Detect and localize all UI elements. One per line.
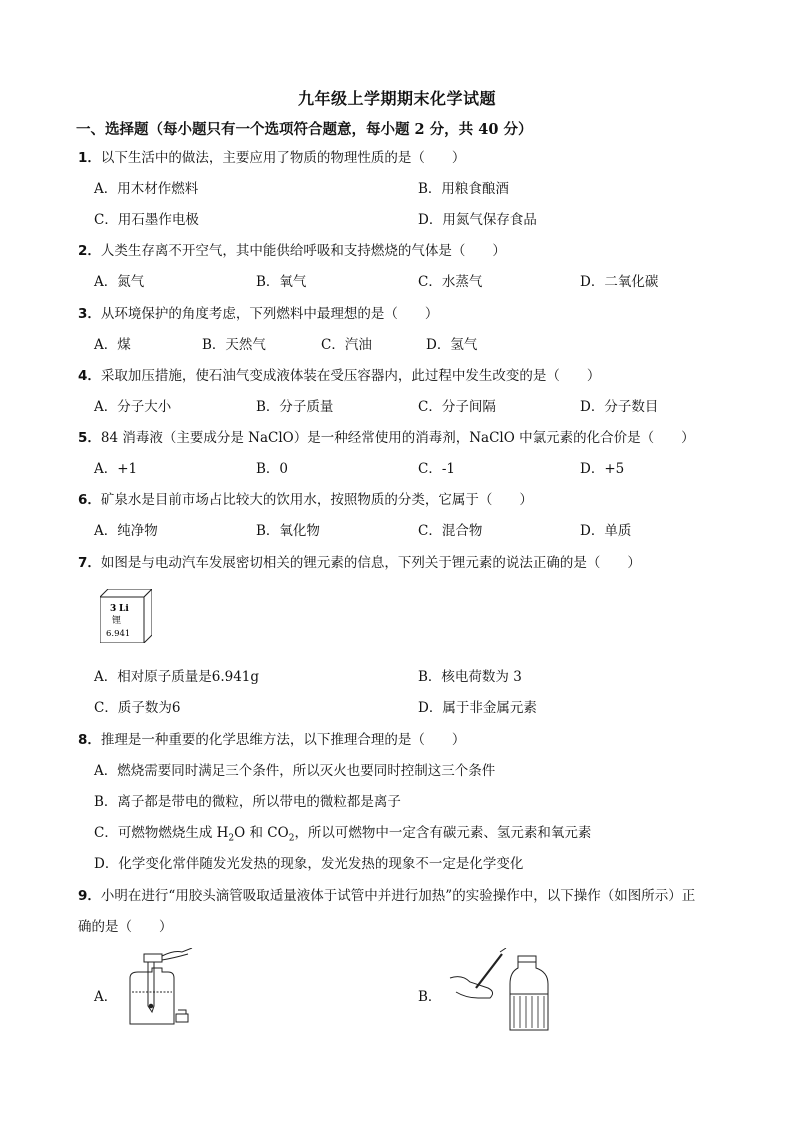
option-c-pre: C．可燃物燃烧生成 H: [94, 825, 229, 841]
question-2: [78, 239, 506, 259]
option-c: C．用石墨作电极: [94, 212, 199, 228]
question-9: [78, 884, 695, 904]
question-stem: 小明在进行“用胶头滴管吸取适量液体于试管中并进行加热”的实验操作中，以下操作（如图所示）正: [100, 888, 696, 904]
option-d: D．单质: [580, 523, 632, 539]
option-b: B．氧气: [256, 274, 307, 290]
option-d: D．二氧化碳: [580, 274, 659, 290]
option-d: D．分子数目: [580, 399, 659, 415]
option-b: B．离子都是带电的微粒，所以带电的微粒都是离子: [94, 794, 401, 810]
question-number: 7．: [78, 555, 101, 571]
option-c-mid: O 和 CO: [234, 825, 289, 841]
option-b: B．0: [256, 461, 289, 477]
dropper-and-bottle-figure: [448, 948, 560, 1032]
question-6: [78, 488, 533, 508]
option-a: A．煤: [94, 337, 131, 353]
subscript: 2: [288, 833, 295, 844]
option-c: C．汽油: [321, 337, 372, 353]
option-d: D．氢气: [426, 337, 478, 353]
question-number: 2．: [78, 243, 101, 259]
element-symbol: Li: [119, 604, 129, 614]
option-d: D．+5: [580, 461, 625, 477]
option-b: B．分子质量: [256, 399, 334, 415]
question-8: [78, 728, 465, 748]
option-c-post: ，所以可燃物中一定含有碳元素、氢元素和氧元素: [294, 825, 592, 841]
section-heading: 一、选择题（每小题只有一个选项符合题意，每小题 2 分，共 40 分）: [76, 121, 533, 138]
option-c: C．混合物: [418, 523, 483, 539]
page-title: 九年级上学期期末化学试题: [297, 89, 496, 108]
atomic-mass: 6.941: [106, 629, 131, 639]
option-a: A．: [94, 989, 118, 1005]
option-a: A．+1: [94, 461, 138, 477]
option-a: A．相对原子质量是6.941g: [94, 669, 260, 685]
option-c: [94, 821, 591, 844]
question-stem: 人类生存离不开空气，其中能供给呼吸和支持燃烧的气体是（ ）: [100, 243, 506, 259]
option-d: D．用氮气保存食品: [418, 212, 537, 228]
option-b: B．氧化物: [256, 523, 320, 539]
option-d: D．化学变化常伴随发光发热的现象，发光发热的现象不一定是化学变化: [94, 856, 524, 872]
question-4: [78, 364, 600, 384]
question-stem: 推理是一种重要的化学思维方法，以下推理合理的是（ ）: [100, 732, 466, 748]
question-stem: 以下生活中的做法，主要应用了物质的物理性质的是（ ）: [100, 150, 466, 166]
option-b: B．天然气: [202, 337, 266, 353]
question-number: 5．: [78, 430, 101, 446]
option-c: C．-1: [418, 461, 455, 477]
question-number: 6．: [78, 492, 101, 508]
lithium-element-figure: [100, 589, 152, 643]
question-stem: 如图是与电动汽车发展密切相关的锂元素的信息，下列关于锂元素的说法正确的是（ ）: [100, 555, 641, 571]
question-stem: 采取加压措施，使石油气变成液体装在受压容器内，此过程中发生改变的是（ ）: [100, 368, 601, 384]
option-b: B．用粮食酿酒: [418, 181, 509, 197]
question-number: 8．: [78, 732, 101, 748]
option-a: A．分子大小: [94, 399, 172, 415]
question-number: 9．: [78, 888, 101, 904]
question-stem: 84 消毒液（主要成分是 NaClO）是一种经常使用的消毒剂，NaClO 中氯元素的化合价是（ ）: [100, 430, 695, 446]
question-7: [78, 551, 641, 571]
atomic-number: 3: [110, 604, 117, 614]
option-a: A．纯净物: [94, 523, 158, 539]
question-stem: 矿泉水是目前市场占比较大的饮用水，按照物质的分类，它属于（ ）: [100, 492, 533, 508]
question-3: [78, 302, 438, 322]
option-c: C．质子数为6: [94, 700, 181, 716]
question-number: 1．: [78, 150, 101, 166]
option-c: C．分子间隔: [418, 399, 496, 415]
option-d: D．属于非金属元素: [418, 700, 537, 716]
question-9-cont: 确的是（ ）: [78, 919, 173, 935]
question-number: 4．: [78, 368, 101, 384]
option-b: B．核电荷数为 3: [418, 669, 522, 685]
subscript: 2: [228, 833, 235, 844]
option-a: A．氮气: [94, 274, 145, 290]
element-name: 锂: [112, 616, 122, 626]
question-5: [78, 426, 695, 446]
option-a: A．燃烧需要同时满足三个条件，所以灭火也要同时控制这三个条件: [94, 763, 496, 779]
question-stem: 从环境保护的角度考虑，下列燃料中最理想的是（ ）: [100, 306, 439, 322]
dropper-in-bottle-figure: [118, 948, 196, 1030]
option-b: B．: [418, 989, 442, 1005]
question-1: [78, 146, 465, 166]
question-number: 3．: [78, 306, 101, 322]
option-c: C．水蒸气: [418, 274, 483, 290]
option-a: A．用木材作燃料: [94, 181, 199, 197]
